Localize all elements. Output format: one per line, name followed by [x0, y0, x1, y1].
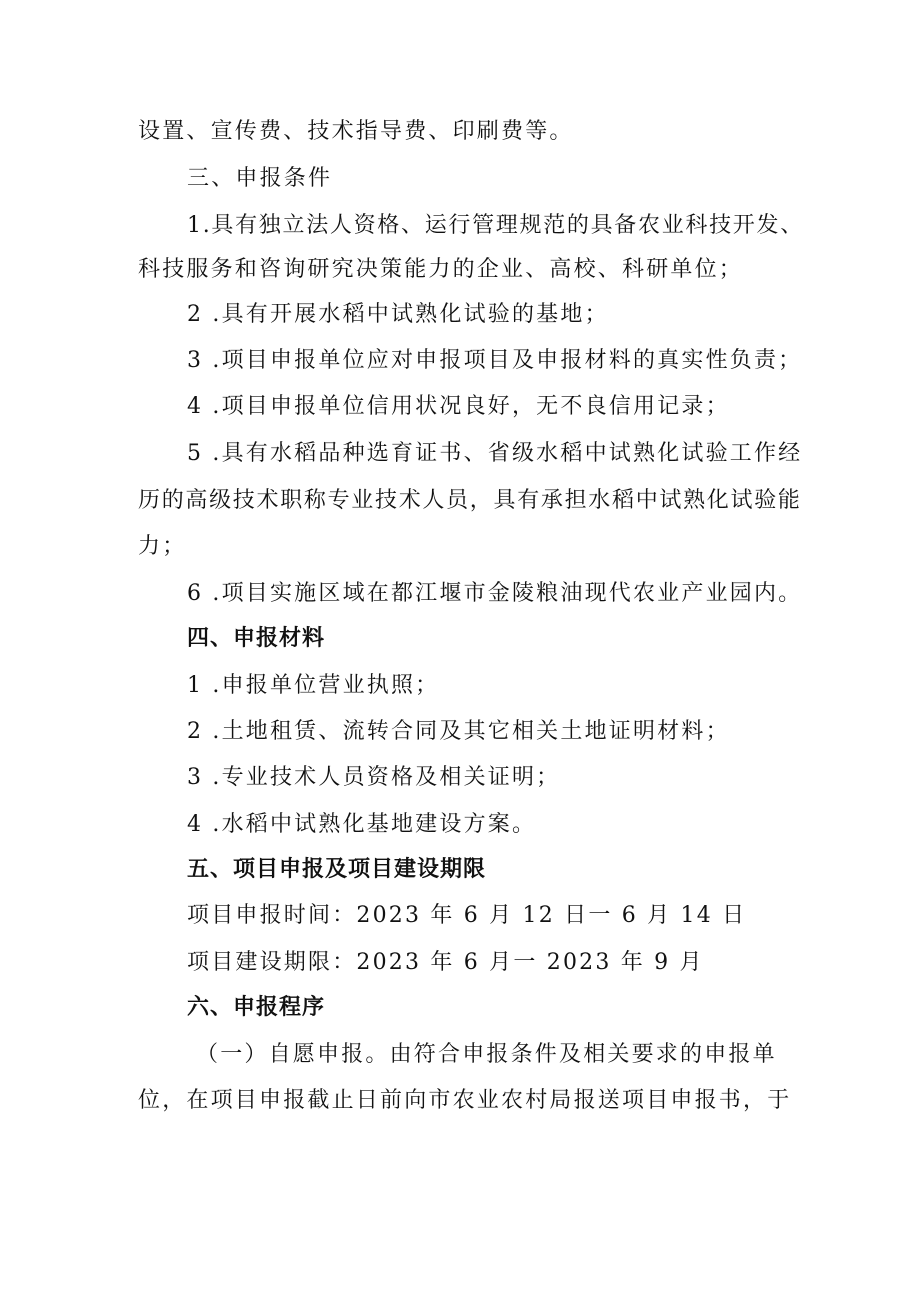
section-heading-procedure: 六、申报程序: [187, 995, 326, 1020]
list-item: 2 .具有开展水稻中试熟化试验的基地；: [187, 302, 609, 327]
paragraph-line: 位，在项目申报截止日前向市农业农村局报送项目申报书，于: [138, 1088, 792, 1113]
section-heading-period: 五、项目申报及项目建设期限: [187, 857, 487, 882]
list-item: 1 .申报单位营业执照；: [187, 673, 440, 698]
list-item: 4 .项目申报单位信用状况良好，无不良信用记录；: [187, 394, 730, 419]
section-heading-materials: 四、申报材料: [187, 626, 326, 651]
paragraph-line: （一）自愿申报。由符合申报条件及相关要求的申报单: [196, 1042, 777, 1067]
list-item: 2 .土地租赁、流转合同及其它相关土地证明材料；: [187, 719, 730, 744]
list-item: 3 .项目申报单位应对申报项目及申报材料的真实性负责；: [187, 348, 803, 373]
section-heading-conditions: 三、申报条件: [187, 166, 333, 191]
paragraph-line: 历的高级技术职称专业技术人员，具有承担水稻中试熟化试验能: [138, 488, 802, 513]
list-item: 5 .具有水稻品种选育证书、省级水稻中试熟化试验工作经: [187, 441, 803, 466]
paragraph-line: 设置、宣传费、技术指导费、印刷费等。: [138, 119, 574, 144]
list-item: 4 .水稻中试熟化基地建设方案。: [187, 812, 537, 837]
list-item: 1.具有独立法人资格、运行管理规范的具备农业科技开发、: [187, 213, 804, 238]
list-item: 3 .专业技术人员资格及相关证明；: [187, 765, 561, 790]
paragraph-line: 力；: [138, 534, 187, 559]
application-period: 项目申报时间：2023 年 6 月 12 日一 6 月 14 日: [187, 903, 747, 928]
list-item: 6 .项目实施区域在都江堰市金陵粮油现代农业产业园内。: [187, 581, 803, 606]
paragraph-line: 科技服务和咨询研究决策能力的企业、高校、科研单位；: [138, 257, 744, 282]
construction-period: 项目建设期限：2023 年 6 月一 2023 年 9 月: [187, 950, 704, 975]
